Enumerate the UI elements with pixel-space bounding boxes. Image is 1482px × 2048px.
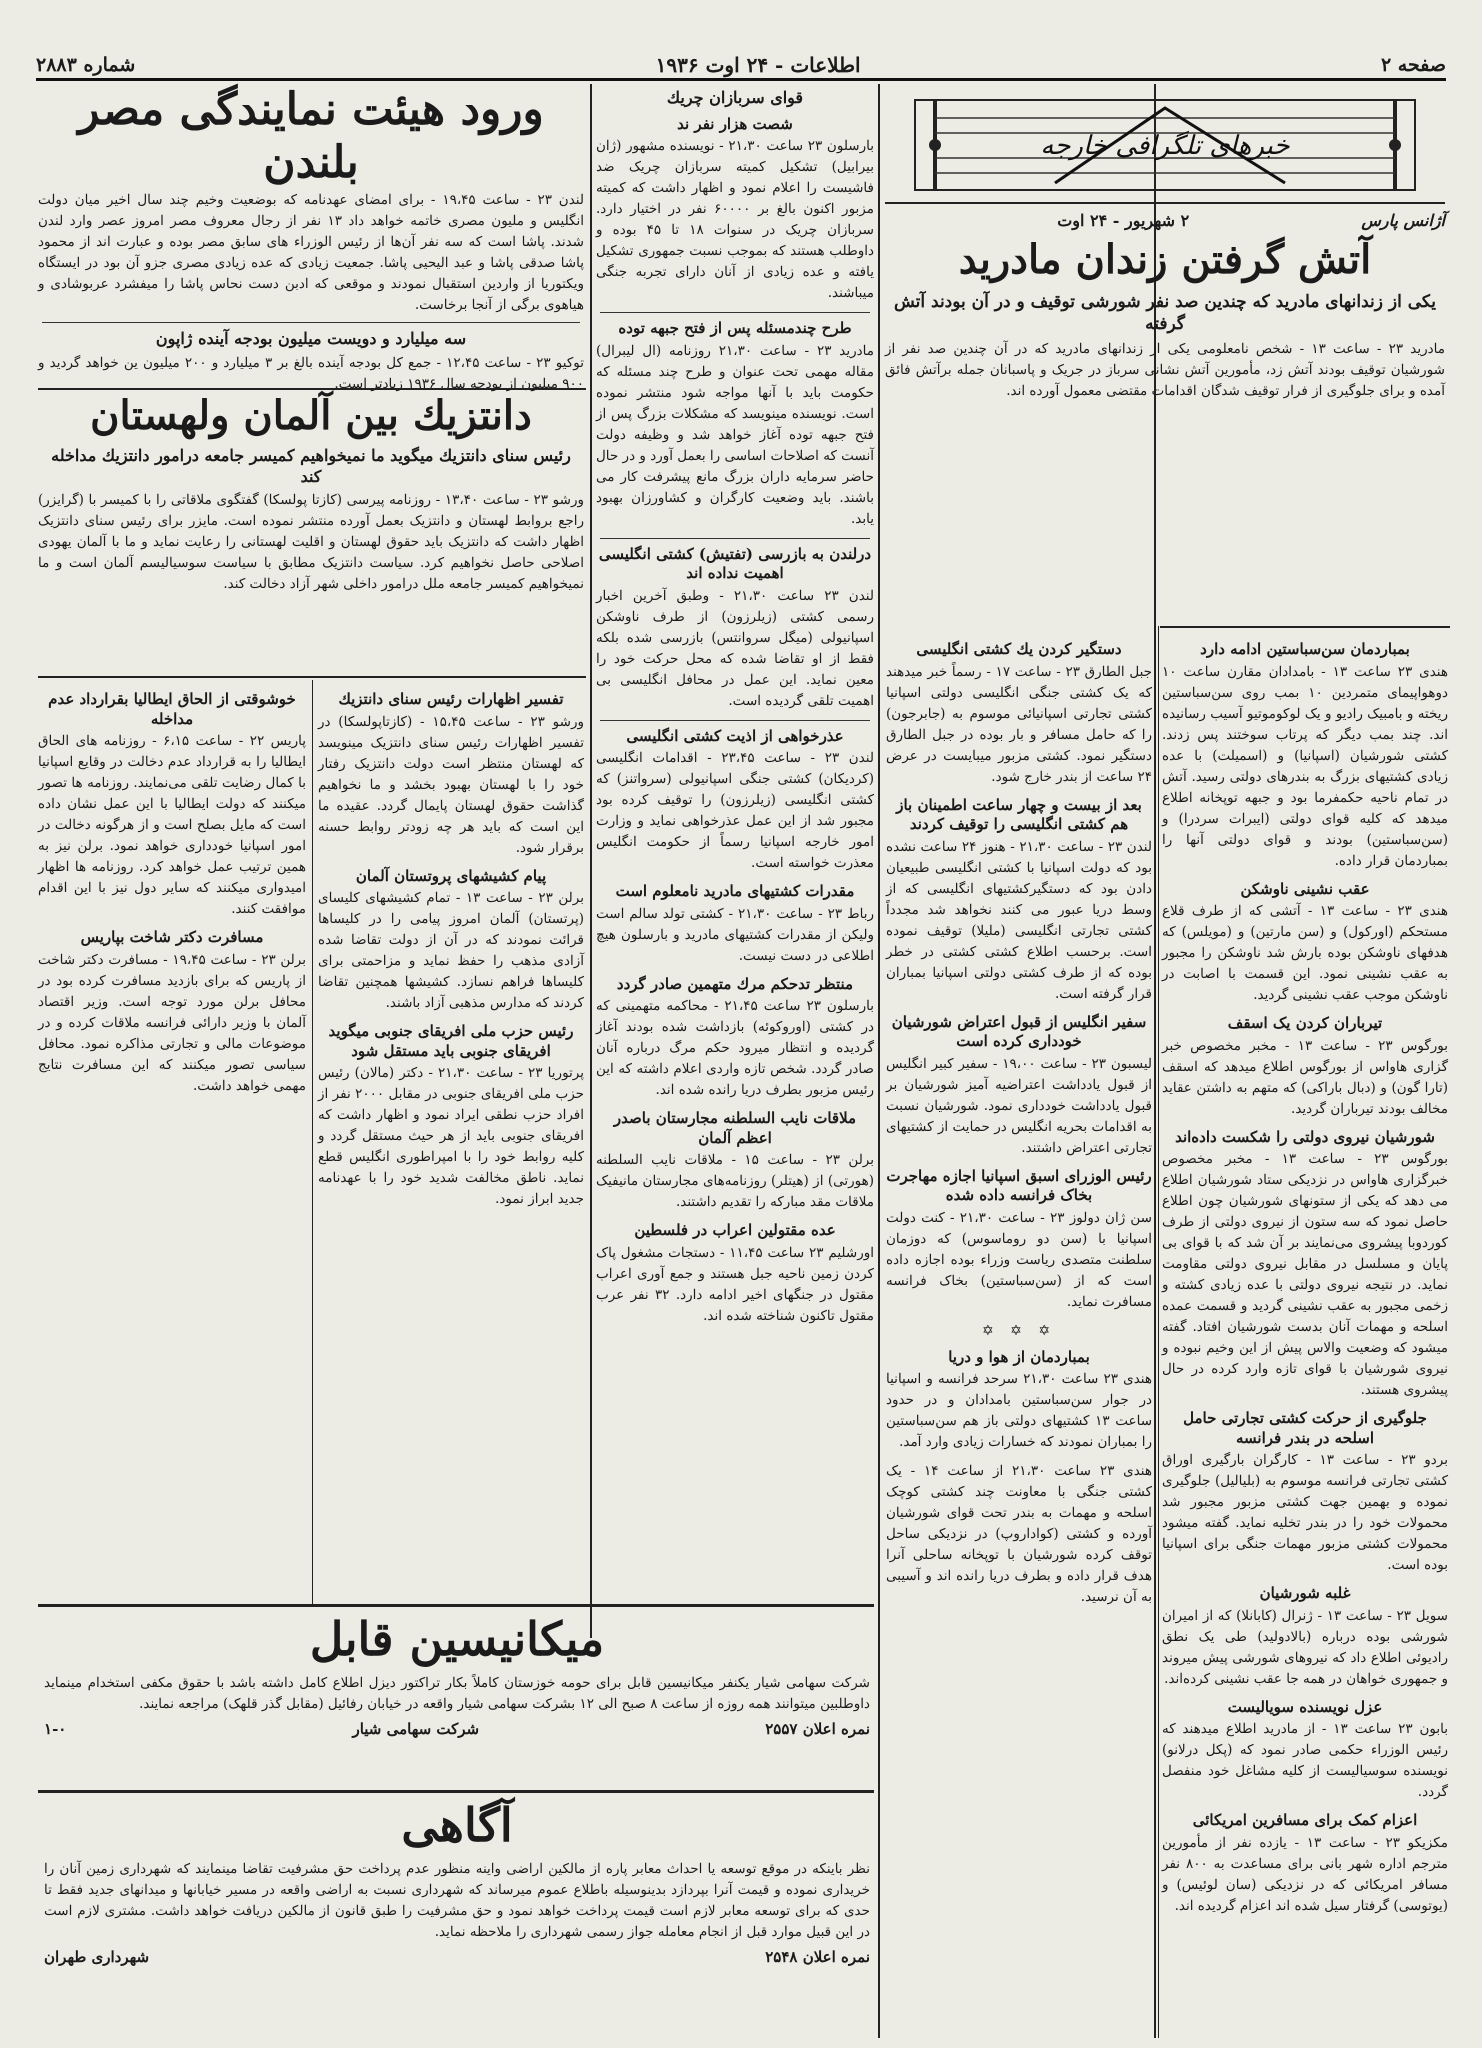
article-headline: بعد از بیست و چهار ساعت اطمینان باز هم کشتی انگلیسی را توقیف کردند — [896, 795, 1142, 833]
danzig-article-body: ورشو ۲۳ - ساعت ۱۳،۴۰ - روزنامه پیرسی (کازتا پولسکا) گفتگوی ملاقاتی را با کمیسر با (گرایزر) راجع بروابط لهستان و دانتزیک بعمل آورده منتشر نموده است. مایزر برای رئیس سنای دانتزیک اظهار داشت که دانتزیک باید حقوق لهستان و اقلیت لهستانی را رعایت نماید و ما با آلمان یهودی اصلاحی حاصل نخواهیم کرد. سیاست دانتزیک مطابق با سیاست سوسیالیسم آلمان است و ما نمیخواهیم کمیسر جامعه ملل درامور داخلی شهر آزاد دخالت کند. — [38, 491, 585, 592]
article-headline: منتظر تدحکم مرك متهمین صادر گردد — [616, 974, 854, 993]
divider — [42, 322, 580, 323]
article-headline: تفسیر اظهارات رئیس سنای دانتزیك — [338, 690, 564, 708]
main-headline: آتش گرفتن زندان مادرید — [958, 236, 1372, 283]
mechanic-ad-title: میکانیسین قابل — [309, 1612, 605, 1666]
ad-signature: شرکت سهامی شیار — [352, 1720, 480, 1739]
column-rule — [878, 84, 880, 2038]
article-body: لندن ۲۳ ساعت ۲۱،۳۰ - وطبق آخرین اخبار رسمی کشتی (زیلرزون) از طرف ناوشکن اسپانیولی (میگل سروانتس) بازرسی شده بلکه فقط از او تقاضا شده که محل حرکت خود را معین نماید. این عمل در محافل انگلیسی بی اهمیت تلقی گردیده است. — [596, 587, 874, 709]
article-headline: جلوگیری از حرکت کشتی تجارتی حامل اسلحه در بندر فرانسه — [1183, 1409, 1427, 1447]
issue-date: ۲ شهریور - ۲۴ اوت — [1057, 211, 1190, 230]
article — [596, 1221, 874, 1327]
section-rule — [1160, 626, 1450, 628]
foreign-news-header — [885, 84, 1445, 624]
article-body: پاریس ۲۲ - ساعت ۶،۱۵ - روزنامه های الحاق ایطالیا را به قرارداد عدم دخالت در وقایع اسپانیا با کمال رضایت تلقی می‌نمایند. روزنامه ها تصور میکنند که دولت ایطالیا با این عمل نشان داده است که مایل بصلح است و از هرگونه دخالت در امور اسپانیا خودداری خواهد نمود. برلن نیز به همین ترتیب عمل خواهد کرد. روزنامه ها اظهار امیدواری میکنند که سایر دول نیز با این اقدام موافقت کنند. — [38, 733, 307, 917]
article-headline: عزل نویسنده سویالیست — [1227, 1697, 1383, 1716]
article-body: اورشلیم ۲۳ ساعت ۱۱،۴۵ - دستجات مشغول پاک کردن زمین ناحیه جبل هستند و جمع آوری اعراب مقتول در جنگهای اخیر ادامه دارد. ۳۲ نفر عرب مقتول تاکنون شناخته شده اند. — [596, 1244, 875, 1324]
article — [596, 545, 874, 712]
article-headline: طرح چندمسئله پس از فتح جبهه توده — [618, 319, 852, 338]
article-body: برلن ۲۳ - ساعت ۱۹،۴۵ - مسافرت دکتر شاخت از پاریس که برای بازدید مسافرت کرده بود در محافل برلن مورد توجه است. وزیر اقتصاد آلمان با وزیر دارائی فرانسه ملاقات کرده و در موضوعات مالی و تجارتی مذاکره نمود. محافل سیاسی تصور میکنند که این مسافرت نتایج مهمی خواهد داشت. — [38, 951, 307, 1094]
ad-signature: شهرداری طهران — [44, 1948, 150, 1967]
issue-number: شماره ۲۸۸۳ — [36, 54, 136, 76]
telegraph-banner-graphic — [905, 88, 1425, 198]
notice-ad — [44, 1796, 870, 2028]
notice-ad-title: آگاهی — [401, 1798, 513, 1852]
article-headline: تیرباران کردن یک اسقف — [1227, 1014, 1383, 1032]
article-body: پرتوریا ۲۳ - ساعت ۲۱،۳۰ - دکتر (مالان) رئیس حزب ملی افریقای جنوبی در مقابل ۲۰۰۰ نفر از افراد حزب نطقی ایراد نمود و اظهار داشت که افریقای جنوبی باید از هر حیث مستقل گردد و کلیه روابط خود را با امپراطوری انگلیس قطع نماید. ناطق مخالفت شدید خود را با عهدنامه جدید ابراز نمود. — [318, 1065, 585, 1207]
article-body: لندن ۲۳ - ساعت ۲۱،۳۰ - هنوز ۲۴ ساعت نشده بود که دولت اسپانیا با کشتی انگلیسی طبیعیان دادن بود که دستگیرکشتیهای انگلیسی که از وسط دریا عبور می کنند نخواهد شد مجدداً کشتی تجارتی انگلیسی (ملیلا) توقیف نموده است. برحسب اطلاع کشتی کشتی در خطر بوده که از طرف کشتی دولتی اسپانیا بمباران قرار گرفته است. — [886, 838, 1152, 1002]
article-headline: خوشوقتی از الحاق ایطالیا بقرارداد عدم مداخله — [48, 690, 296, 728]
page-label: صفحه ۲ — [1380, 54, 1446, 76]
divider — [600, 538, 870, 539]
mechanic-ad-footer — [44, 1719, 870, 1740]
article — [596, 88, 874, 304]
article — [1162, 1584, 1448, 1690]
egypt-section — [38, 84, 585, 393]
egypt-article-body: لندن ۲۳ - ساعت ۱۹،۴۵ - برای امضای عهدنامه که بوضعیت وخیم چند سال اخیر میان دولت انگلیس و ملیون مصری خاتمه خواهد داد ۱۳ نفر از رجال معروف مصر امروز عصر وارد لندن شدند. پاشا است که سه نفر آن‌ها از رئیس الوزراء های سابق مصر بوده و عبارت اند از محمود پاشا صدقی پاشا و عبد الیحیی پاشا. جمعیت زیادی که عده زیادی مصری جزو آن بود در ایستگاه ویکتوریا از واردین استقبال نمودند و موقعی که ادبن دست نحاس پاشا را میفشرد عربوشادی و هیاهوی برگی از آنجا برخاست. — [38, 191, 585, 313]
article-body: بارسلون ۲۳ ساعت ۲۱،۴۵ - محاکمه متهمینی که در کشتی (اوروکوئه) بازداشت شده بودند آغاز گردیده و انتظار میرود حکم مرگ درباره آنان صادر گردد. شخص تازه واردی اعلام داشته که این رئیس مزبور بطرف دریا رانده شده اند. — [596, 998, 874, 1099]
article-headline: مقدرات کشتیهای مادرید نامعلوم است — [615, 882, 855, 901]
article-headline: شورشیان نیروی دولتی را شکست داده‌اند — [1175, 1127, 1435, 1146]
article — [1162, 1698, 1448, 1804]
left-subcolumn-right — [318, 684, 584, 1600]
foreign-news-column-right — [1162, 634, 1448, 2034]
ads-rule — [38, 1790, 874, 1793]
article-body: سویل ۲۳ - ساعت ۱۳ - ژنرال (کابانلا) که از امیران شورشی بوده درباره (بالادولید) طی یک نطق رادیوئی اطلاع داد که نیروهای شورشی پیش میروند و جمهوری خواهان در همه جا عقب نشینی کرده‌اند. — [1162, 1607, 1448, 1687]
article — [596, 727, 874, 875]
article-body: بابون ۲۳ ساعت ۱۳ - از مادرید اطلاع میدهند که رئیس الوزراء حکمی صادر نمود که (پکل درلانو) نویسنده سوسیالیست از کلیه مشاغل خود منفصل گردد. — [1162, 1721, 1448, 1800]
main-article-body: مادرید ۲۳ - ساعت ۱۳ - شخص نامعلومی یکی از زندانهای مادرید که در آن چندین صد نفر از شورشیان توقیف بودند آتش زد، مأمورین آتش نشانی سرباز در جریک و پاسبانان جمله برآتش فائق آمده و برای جلوگیری از فرار توقیف شدگان اقدامات مقتضی معمول آورده اند. — [885, 341, 1445, 400]
ad-number: نمره اعلان ۲۵۴۸ — [765, 1948, 870, 1967]
column-rule — [312, 680, 313, 1604]
article-body: لیسبون ۲۳ - ساعت ۱۹،۰۰ - سفیر کبیر انگلیس از قبول یادداشت اعتراضیه آمیز شورشیان بر قبول یادداشت خودداری نمود. شورشیان نسبت به اقدامات بحریه انگلیس در حمایت از کشتیهای تجارتی اعتراض داشتند. — [886, 1055, 1153, 1156]
article-body: لندن ۲۳ - ساعت ۲۳،۴۵ - اقدامات انگلیسی (کردیکان) کشتی جنگی اسپانیولی (سرواتنز) که کشتی انگلیسی (زیلرزون) را توقیف کرده بود مجبور شد از این عمل عذرخواهی نماید و وزارت امور خارجه اسپانیا رسماً از حکومت انگلیس معذرت خواسته است. — [596, 750, 874, 872]
article-headline: پیام کشیشهای پروتستان آلمان — [355, 866, 547, 885]
ad-code: ۱-۰ — [44, 1720, 67, 1739]
article — [886, 1167, 1152, 1313]
article — [318, 690, 584, 859]
article-body: هندی ۲۳ ساعت ۲۱،۳۰ سرحد فرانسه و اسپانیا در جوار سن‌سباستین بامدادان و در حدود ساعت ۱۳ کشتیهای دولتی باز هم سن‌سباستین را بمباران نمودند که خسارات زیادی وارد آمد. — [886, 1371, 1153, 1450]
article — [596, 1109, 874, 1213]
article-subheadline: شصت هزار نفر ند — [677, 114, 793, 133]
article-body: مکزیکو ۲۳ - ساعت ۱۳ - یازده نفر از مأمورین مترجم اداره شهر بانی برای مساعدت به ۸۰۰ نفر مسافر امریکائی که در نزدیکی (سان لوئیس) و (یوتوسی) گرفتار سیل شده اند اعزام گردیده اند. — [1162, 1834, 1448, 1914]
article-body: رباط ۲۳ - ساعت ۲۱،۳۰ - کشتی تولد سالم است ولیکن از مقدرات کشتیهای مادرید و بارسلون هیچ اطلاعی در دست نیست. — [596, 905, 874, 964]
article — [886, 1013, 1152, 1159]
ads-rule — [38, 1604, 874, 1607]
banner-title: خبرهای تلگرافی خارجه — [1040, 131, 1290, 161]
article — [318, 1022, 584, 1210]
notice-ad-footer — [44, 1947, 870, 1968]
article-body: جبل الطارق ۲۳ - ساعت ۱۷ - رسماً خبر میدهند که یک کشتی جنگی انگلیسی دولتی اسپانیا کشتی تجارتی اسپانیائی موسوم به (جابرجون) را که حامل مسافر و بار بوده در جبل الطارق دستگیر نمود. کشتی مزبور میبایست در عرض ۲۴ ساعت از بندر خارج شود. — [886, 663, 1153, 785]
article-body: هندی ۲۳ ساعت ۲۱،۳۰ از ساعت ۱۴ - یک کشتی جنگی با معاونت چند کشتی کوچک اسلحه و مهمات به بندر تحت قوای شورشیان آورده و کشتی (کواداروپ) در نزدیکی ساحل توقف کرده شورشیان با توپخانه ساحلی آنرا هدف قرار داده و بطرف دریا رانده اند و آسیبی به آن نرسید. — [886, 1463, 1152, 1605]
ad-number: نمره اعلان ۲۵۵۷ — [765, 1720, 870, 1739]
article — [1162, 1409, 1448, 1576]
article — [886, 796, 1152, 1005]
article-body: برلن ۲۳ - ساعت ۱۵ - ملاقات نایب السلطنه (هورتی) از (هیتلر) روزنامه‌های مجارستان مانیفیک ملاقات مقد مبارکه را تقدیم داشتند. — [596, 1152, 875, 1211]
article-headline: مسافرت دکتر شاخت بپاریس — [80, 928, 264, 946]
divider — [600, 312, 870, 313]
article — [596, 975, 874, 1102]
article — [596, 882, 874, 967]
separator-stars: ✡ ✡ ✡ — [981, 1322, 1057, 1339]
article — [318, 867, 584, 1015]
article — [886, 640, 1152, 788]
mechanic-ad-body: شرکت سهامی شیار یکنفر میکانیسین قابل برای حومه خوزستان کاملاً بکار تراکتور دیزل اطلاع کامل داشته باشد با حقوق مکفی استخدام مینماید داوطلبین میتوانند همه روزه از ساعت ۸ صبح الی ۱۲ بشرکت سهامی شیار واقعه در خیابان رفائیل (مقابل گذر قلهک) مراجعه نمایند. — [44, 1675, 870, 1713]
dateline — [885, 210, 1445, 231]
agency-name: آژانس پارس — [1361, 211, 1445, 230]
danzig-subheadline: رئیس سنای دانتزیك میگوید ما نمیخواهیم کمیسر جامعه درامور دانتزیك مداخله کند — [51, 446, 571, 486]
danzig-headline: دانتزیك بین آلمان ولهستان — [90, 392, 532, 439]
article-headline: سفیر انگلیس از قبول اعتراض شورشیان خودداری کرده است — [891, 1012, 1147, 1050]
article-headline: عذرخواهی از اذیت کشتی انگلیسی — [626, 726, 844, 745]
article-headline: درلندن به بازرسی (تفتیش) کشتی انگلیسی اهمیت نداده اند — [598, 544, 872, 583]
article — [38, 690, 306, 920]
foreign-news-banner — [885, 84, 1445, 204]
article-headline: دستگیر کردن یك کشتی انگلیسی — [916, 640, 1122, 658]
article-body: ورشو ۲۳ - ساعت ۱۵،۴۵ - (کازتاپولسکا) در تفسیر اظهارات رئیس سنای دانتزیک مینویسد که لهستان منتظر است دولت دانتزیک رفتار خود را با لهستان بهبود بخشد و ما نخواهیم گذاشت حقوق لهستان پایمال گردد. عقیده ما این است که باید هر چه زودتر روابط حسنه برقرار شود. — [318, 713, 584, 856]
section-rule — [38, 388, 586, 390]
left-subcolumn-left — [38, 684, 306, 1600]
egypt-headline: ورود هیئت نمایندگی مصر بلندن — [78, 84, 544, 188]
danzig-section — [38, 392, 584, 674]
japan-headline: سه میلیارد و دویست میلیون بودجه آینده ژاپون — [155, 328, 467, 348]
article-headline: ملاقات نایب السلطنه مجارستان باصدر اعظم آلمان — [613, 1109, 857, 1147]
article-body: برلن ۲۳ - ساعت ۱۳ - تمام کشیشهای کلیسای (پرتستان) آلمان امروز پیامی را در کلیساها قرائت نمودند که در آن از دولت تقاضا شده آزادی مذهب را حفظ نماید و مزاحمتی برای کلیساها فراهم نسازد. کشیشها همچنین تقاضا کردند که مدارس مذهبی آزاد باشند. — [318, 890, 584, 1011]
article — [596, 319, 874, 530]
article — [886, 1348, 1152, 1454]
main-subheadline: یکی از زندانهای مادرید که چندین صد نفر شورشی توقیف و در آن بودند آتش گرفته — [893, 292, 1437, 335]
article-headline: رئیس حزب ملی افریقای جنوبی میگوید افریقای جنوبی باید مستقل شود — [328, 1022, 574, 1060]
divider — [600, 720, 870, 721]
foreign-news-column-left — [886, 634, 1152, 2034]
article-headline: بمباردمان سن‌سباستین ادامه دارد — [1200, 640, 1410, 658]
mechanic-ad — [44, 1610, 870, 1782]
column-rule — [1158, 626, 1159, 2038]
article-headline: عقب نشینی ناوشکن — [1240, 879, 1370, 898]
article — [1162, 1128, 1448, 1402]
article-headline: رئیس الوزرای اسبق اسپانیا اجازه مهاجرت بخاک فرانسه داده شده — [886, 1166, 1152, 1204]
article-body: بورگوس ۲۳ - ساعت ۱۳ - مخبر مخصوص خبرگزاری هاواس در نزدیکی ستاد شورشیان اطلاع می دهد که یکی از ستونهای شورشیان چون اطلاع حاصل نمود که سه ستون از نیروی دولتی از طرف کوردوبا پیشروی می‌نمایند بر آن شد که با قوای بی پایان و مسلسل در مقابل نیروی دولتی مقاومت نماید. در نتیجه نیروی دولتی با عده زیادی کشته و زخمی مجبور به عقب نشینی گردید و قسمت عمده اسلحه و مهمات آنان بدست شورشیان افتاد. گفته میشود که وضعیت والاس پیش از این وخیم نبوده و نیروی شورشیان با قوای تازه وارد کرده در حال پیشروی هستند. — [1162, 1151, 1448, 1398]
masthead — [36, 52, 1446, 81]
article — [1162, 1811, 1448, 1917]
article-headline: اعزام کمک برای مسافرین امریکائی — [1192, 1811, 1418, 1829]
masthead-date: اطلاعات - ۲۴ اوت ۱۹۳۶ — [655, 53, 861, 77]
column-rule — [590, 84, 592, 1638]
article-body: بردو ۲۳ - ساعت ۱۳ - کارگران بارگیری اوراق کشتی تجارتی فرانسه موسوم به (بلیالیل) جلوگیری نموده و بهمین جهت کشتی مزبور مجبور شد محمولات خود را در بندر تخلیه نماید. گفته میشود محمولات کشتی مزبور مهمات جنگی برای اسپانیا بوده است. — [1162, 1452, 1449, 1573]
article-body: هندی ۲۳ ساعت ۱۳ - بامدادان مقارن ساعت ۱۰ دوهواپیمای متمردین ۱۰ بمب روی سن‌سباستین ریخته و بامبیک رادیو و یک لوکوموتیو آسیب رسانیده اند. چند بمب دیگر که پرتاب سوختند پس زدند. کشتی شورشیان (اسپانیا) و (اسمیلت) با عده زیادی کشتیهای بزرگ به بندرهای دولتی رسید. آتش در تمام ناحیه حکمفرما بود و جبهه توپخانه اطلاع میدهد که کلیه قوای دولتی (ایبرات سردرا) و (سن‌سباستین) بودند و قوای دولتی آنها را بمباردمان قرار داده. — [1162, 663, 1448, 869]
article — [1162, 880, 1448, 1007]
article-headline: عده مقتولین اعراب در فلسطین — [634, 1221, 836, 1240]
article-headline: بمباردمان از هوا و دریا — [948, 1347, 1090, 1366]
article — [1162, 1014, 1448, 1120]
japan-article-body: توکیو ۲۳ - ساعت ۱۲،۴۵ - جمع کل بودجه آینده بالغ بر ۳ میلیارد و ۲۰۰ میلیون ین خواهد گردید و ۹۰۰ میلیون از بودجه سال ۱۹۳۶ زیادتر است. — [38, 355, 584, 393]
article — [886, 1461, 1152, 1608]
article-body: سن ژان دولوز ۲۳ - ساعت ۲۱،۳۰ - کنت دولت اسپانیا با (سن دو روماسوس) که دوزمان سلطنت متصدی ریاست وزراء بوده اجازه داده است که از (سن‌سباستین) بخاک فرانسه مسافرت نماید. — [886, 1209, 1152, 1310]
article-body: بورگوس ۲۳ - ساعت ۱۳ - مخبر مخصوص خبر گزاری هاواس از بورگوس اطلاع میدهد که اسقف (تارا گون) و (دبال باراکی) که متهم به داشتن عقاید مخالف بودند تیرباران گردید. — [1162, 1037, 1448, 1117]
article — [1162, 640, 1448, 872]
notice-ad-body: نظر باینکه در موقع توسعه یا احداث معابر پاره از مالکین اراضی واینه منظور عدم پرداخت حق مشرفیت تقاضا مینمایند که شهرداری زمین آنان را خریداری نموده و قیمت آنرا بپردازد بدینوسیله باطلاع عموم میرساند که شهرداری نسبت به اراضی واقعه در مسیر خیابانها و میدانهای جدید فقط تا حدی که برای توسعه معابر لازم است قیمت پرداخت خواهد نمود و حق مشرفیت را طبق قانون از مالکین دریافت خواهد داشت. مشتری لازم است در این قبیل موارد قبل از انجام معامله جواز رسمی شهرداری را ملاحظه نماید. — [44, 1861, 870, 1941]
section-rule — [38, 676, 586, 678]
article-headline: قوای سربازان چریك — [666, 88, 804, 107]
article — [38, 928, 306, 1097]
article-body: بارسلون ۲۳ ساعت ۲۱،۳۰ - نویسنده مشهور (ژان بیرابیل) تشکیل کمیته سربازان چریک ضد فاشیست را اعلام نمود و اظهار داشت که کمیته مزبور اکنون بالغ بر ۶۰۰۰۰ نفر در اختیار دارد. سربازان چریک در سنوات ۱۸ تا ۴۵ بوده و داوطلب هستند که بموجب نسبت جمهوری تشکیل یافته و عده زیادی از آنان دارای تجربه جنگی میباشند. — [596, 138, 874, 302]
article-body: هندی ۲۳ - ساعت ۱۳ - آتشی که از طرف قلاع مستحکم (اورکول) و (سن مارتین) و (مویلس) که هدفهای ناوشکن بوده بارش شد ناوشکن را مجبور به عقب نشینی نمود. این قسمت با اصابت در ناوشکن موجب عقب نشینی گردید. — [1162, 903, 1448, 1003]
article-body: مادرید ۲۳ - ساعت ۲۱،۳۰ روزنامه (ال لیبرال) مقاله مهمی تحت عنوان و طرح چند مسئله که حکومت باید با آنها مواجه شود منتشر نموده است. نویسنده مینویسد که مشکلات بزرگ پس از فتح جبهه توده آغاز خواهد شد و وظیفه دولت آنست که اصلاحات اساسی را بعمل آورد و در حال حاضر سرمایه داران بزرگ مانع پیشرفت کار می باشند. باید وضعیت کارگران و کشاورزان بهبود یابد. — [596, 342, 875, 527]
article-headline: غلبه شورشیان — [1259, 1584, 1351, 1602]
